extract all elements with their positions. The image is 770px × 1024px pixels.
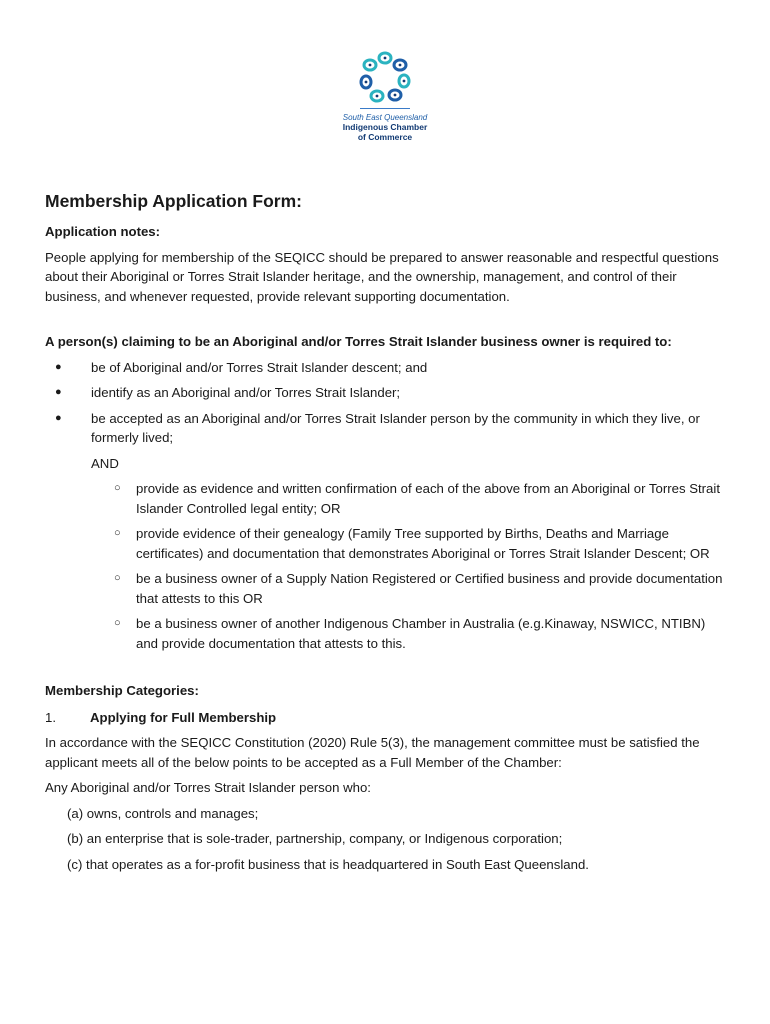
bullet-icon: ●	[55, 411, 62, 424]
list-item: ● be of Aboriginal and/or Torres Strait Islander descent; and	[45, 358, 725, 378]
category-1-number: 1.	[45, 709, 56, 725]
criteria-item: (b) an enterprise that is sole-trader, partnership, company, or Indigenous corporation;	[67, 831, 563, 846]
circle-bullet-icon: ○	[114, 617, 121, 629]
logo-line-3: of Commerce	[357, 132, 413, 142]
list-item: ○ provide evidence of their genealogy (Family Tree supported by Births, Deaths and Marriage certificates) and documentation that demonstrates Aboriginal or Torres Strait Islander Descent; OR	[114, 526, 710, 561]
bullet-icon: ●	[55, 360, 62, 373]
category-1-body: In accordance with the SEQICC Constitution (2020) Rule 5(3), the management committee must be satisfied the applicant meets all of the below points to be accepted as a Full Member of the Chamber:	[45, 735, 700, 770]
and-text: AND	[91, 455, 119, 471]
criteria-intro: Any Aboriginal and/or Torres Strait Islander person who:	[45, 780, 371, 795]
requirement-list	[45, 358, 725, 448]
notes-heading: Application notes:	[45, 224, 161, 239]
page-title: Membership Application Form:	[45, 191, 303, 211]
logo-line-1: South East Queensland	[342, 113, 428, 122]
evidence-list	[45, 479, 725, 653]
category-1-title: Applying for Full Membership	[90, 709, 277, 725]
requirement-heading: A person(s) claiming to be an Aboriginal and/or Torres Strait Islander business owner is required to:	[45, 334, 672, 349]
criteria-item: (c) that operates as a for-profit business that is headquartered in South East Queensland.	[67, 856, 589, 872]
logo-divider	[360, 108, 410, 109]
chamber-emblem-icon	[357, 50, 413, 106]
bullet-icon: ●	[55, 386, 62, 398]
category-1-heading	[45, 708, 725, 728]
circle-bullet-icon: ○	[114, 482, 121, 494]
notes-body: People applying for membership of the SEQICC should be prepared to answer reasonable and respectful questions about their Aboriginal or Torres Strait Islander heritage, and the ownership, management, and control of their business, and whenever requested, provide relevant supporting documentation.	[45, 249, 719, 304]
circle-bullet-icon: ○	[114, 527, 121, 539]
circle-bullet-icon: ○	[114, 572, 121, 584]
list-item: ● be accepted as an Aboriginal and/or Torres Strait Islander person by the community in which they live, or formerly lived;	[55, 410, 700, 445]
list-item: ○ provide as evidence and written confirmation of each of the above from an Aboriginal or Torres Strait Islander Controlled legal entity; OR	[114, 481, 720, 516]
seqicc-logo	[332, 50, 438, 142]
list-item: ○ be a business owner of a Supply Nation Registered or Certified business and provide documentation that attests to this OR	[114, 571, 723, 606]
list-item: ○ be a business owner of another Indigenous Chamber in Australia (e.g.Kinaway, NSWICC, NTIBN) and provide documentation that attests to this.	[114, 616, 706, 651]
logo-line-2: Indigenous Chamber	[342, 122, 428, 132]
form-content	[45, 189, 725, 880]
categories-heading: Membership Categories:	[45, 683, 199, 698]
list-item: ● identify as an Aboriginal and/or Torres Strait Islander;	[45, 383, 725, 403]
criteria-item: (a) owns, controls and manages;	[67, 805, 259, 821]
